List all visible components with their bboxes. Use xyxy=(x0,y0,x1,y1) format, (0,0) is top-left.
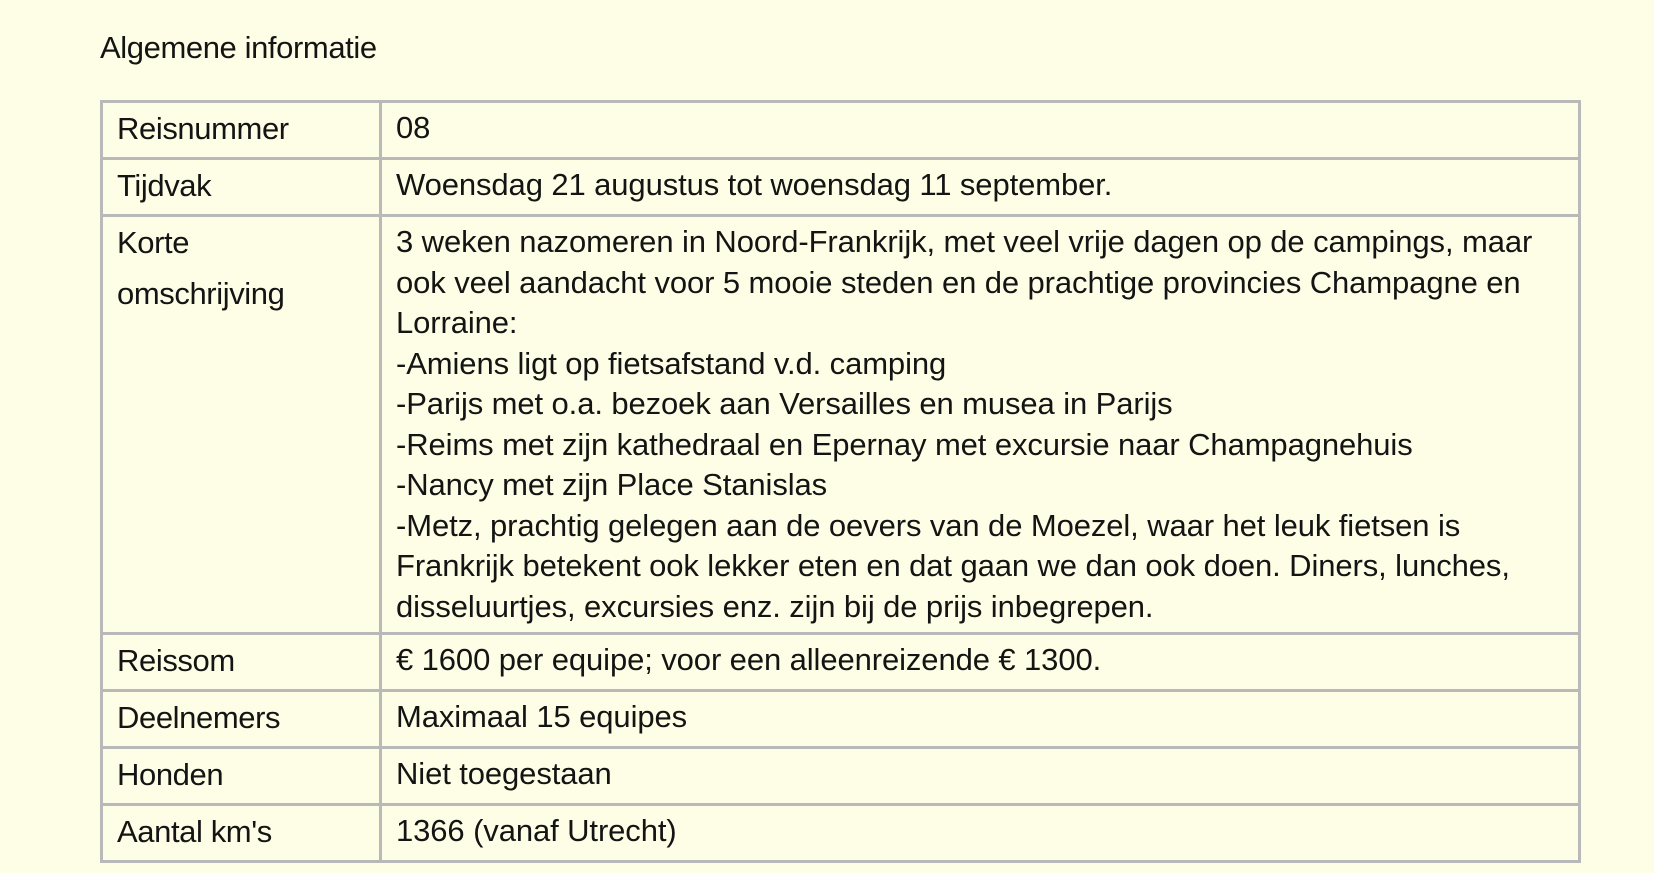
row-label: Tijdvak xyxy=(102,159,381,216)
row-label: Aantal km's xyxy=(102,805,381,862)
table-row-deelnemers xyxy=(102,691,1580,748)
description-line: Lorraine: xyxy=(396,305,518,340)
table-row-aantal-km xyxy=(102,805,1580,862)
row-label: Reisnummer xyxy=(102,102,381,159)
row-label: Deelnemers xyxy=(102,691,381,748)
table-row-tijdvak xyxy=(102,159,1580,216)
description-line: Frankrijk betekent ook lekker eten en dat gaan we dan ook doen. Diners, lunches, xyxy=(396,548,1510,583)
row-value: Woensdag 21 augustus tot woensdag 11 september. xyxy=(381,159,1580,216)
row-value: Niet toegestaan xyxy=(381,748,1580,805)
row-value: 1366 (vanaf Utrecht) xyxy=(381,805,1580,862)
trip-info-table xyxy=(100,100,1581,863)
label-line: Korte xyxy=(117,225,190,260)
row-value: € 1600 per equipe; voor een alleenreizende € 1300. xyxy=(381,634,1580,691)
row-label: Reissom xyxy=(102,634,381,691)
row-label: Honden xyxy=(102,748,381,805)
description-line: -Metz, prachtig gelegen aan de oevers van de Moezel, waar het leuk fietsen is xyxy=(396,507,1461,543)
description-line: ook veel aandacht voor 5 mooie steden en de prachtige provincies Champagne en xyxy=(396,264,1521,300)
table-row-honden xyxy=(102,748,1580,805)
row-label xyxy=(102,216,381,634)
table-row-korte-omschrijving xyxy=(102,216,1580,634)
description-line: -Reims met zijn kathedraal en Epernay met excursie naar Champagnehuis xyxy=(396,426,1413,462)
row-value-description xyxy=(381,216,1580,634)
label-line: omschrijving xyxy=(117,276,285,311)
table-row-reisnummer xyxy=(102,102,1580,159)
description-line: -Nancy met zijn Place Stanislas xyxy=(396,467,828,502)
description-line: 3 weken nazomeren in Noord-Frankrijk, met veel vrije dagen op de campings, maar xyxy=(396,224,1533,259)
table-row-reissom xyxy=(102,634,1580,691)
description-line: disseluurtjes, excursies enz. zijn bij de prijs inbegrepen. xyxy=(396,588,1154,624)
row-value: 08 xyxy=(381,102,1580,159)
description-line: -Amiens ligt op fietsafstand v.d. camping xyxy=(396,345,947,381)
row-value: Maximaal 15 equipes xyxy=(381,691,1580,748)
section-title: Algemene informatie xyxy=(100,30,377,65)
description-line: -Parijs met o.a. bezoek aan Versailles en musea in Parijs xyxy=(396,386,1173,421)
